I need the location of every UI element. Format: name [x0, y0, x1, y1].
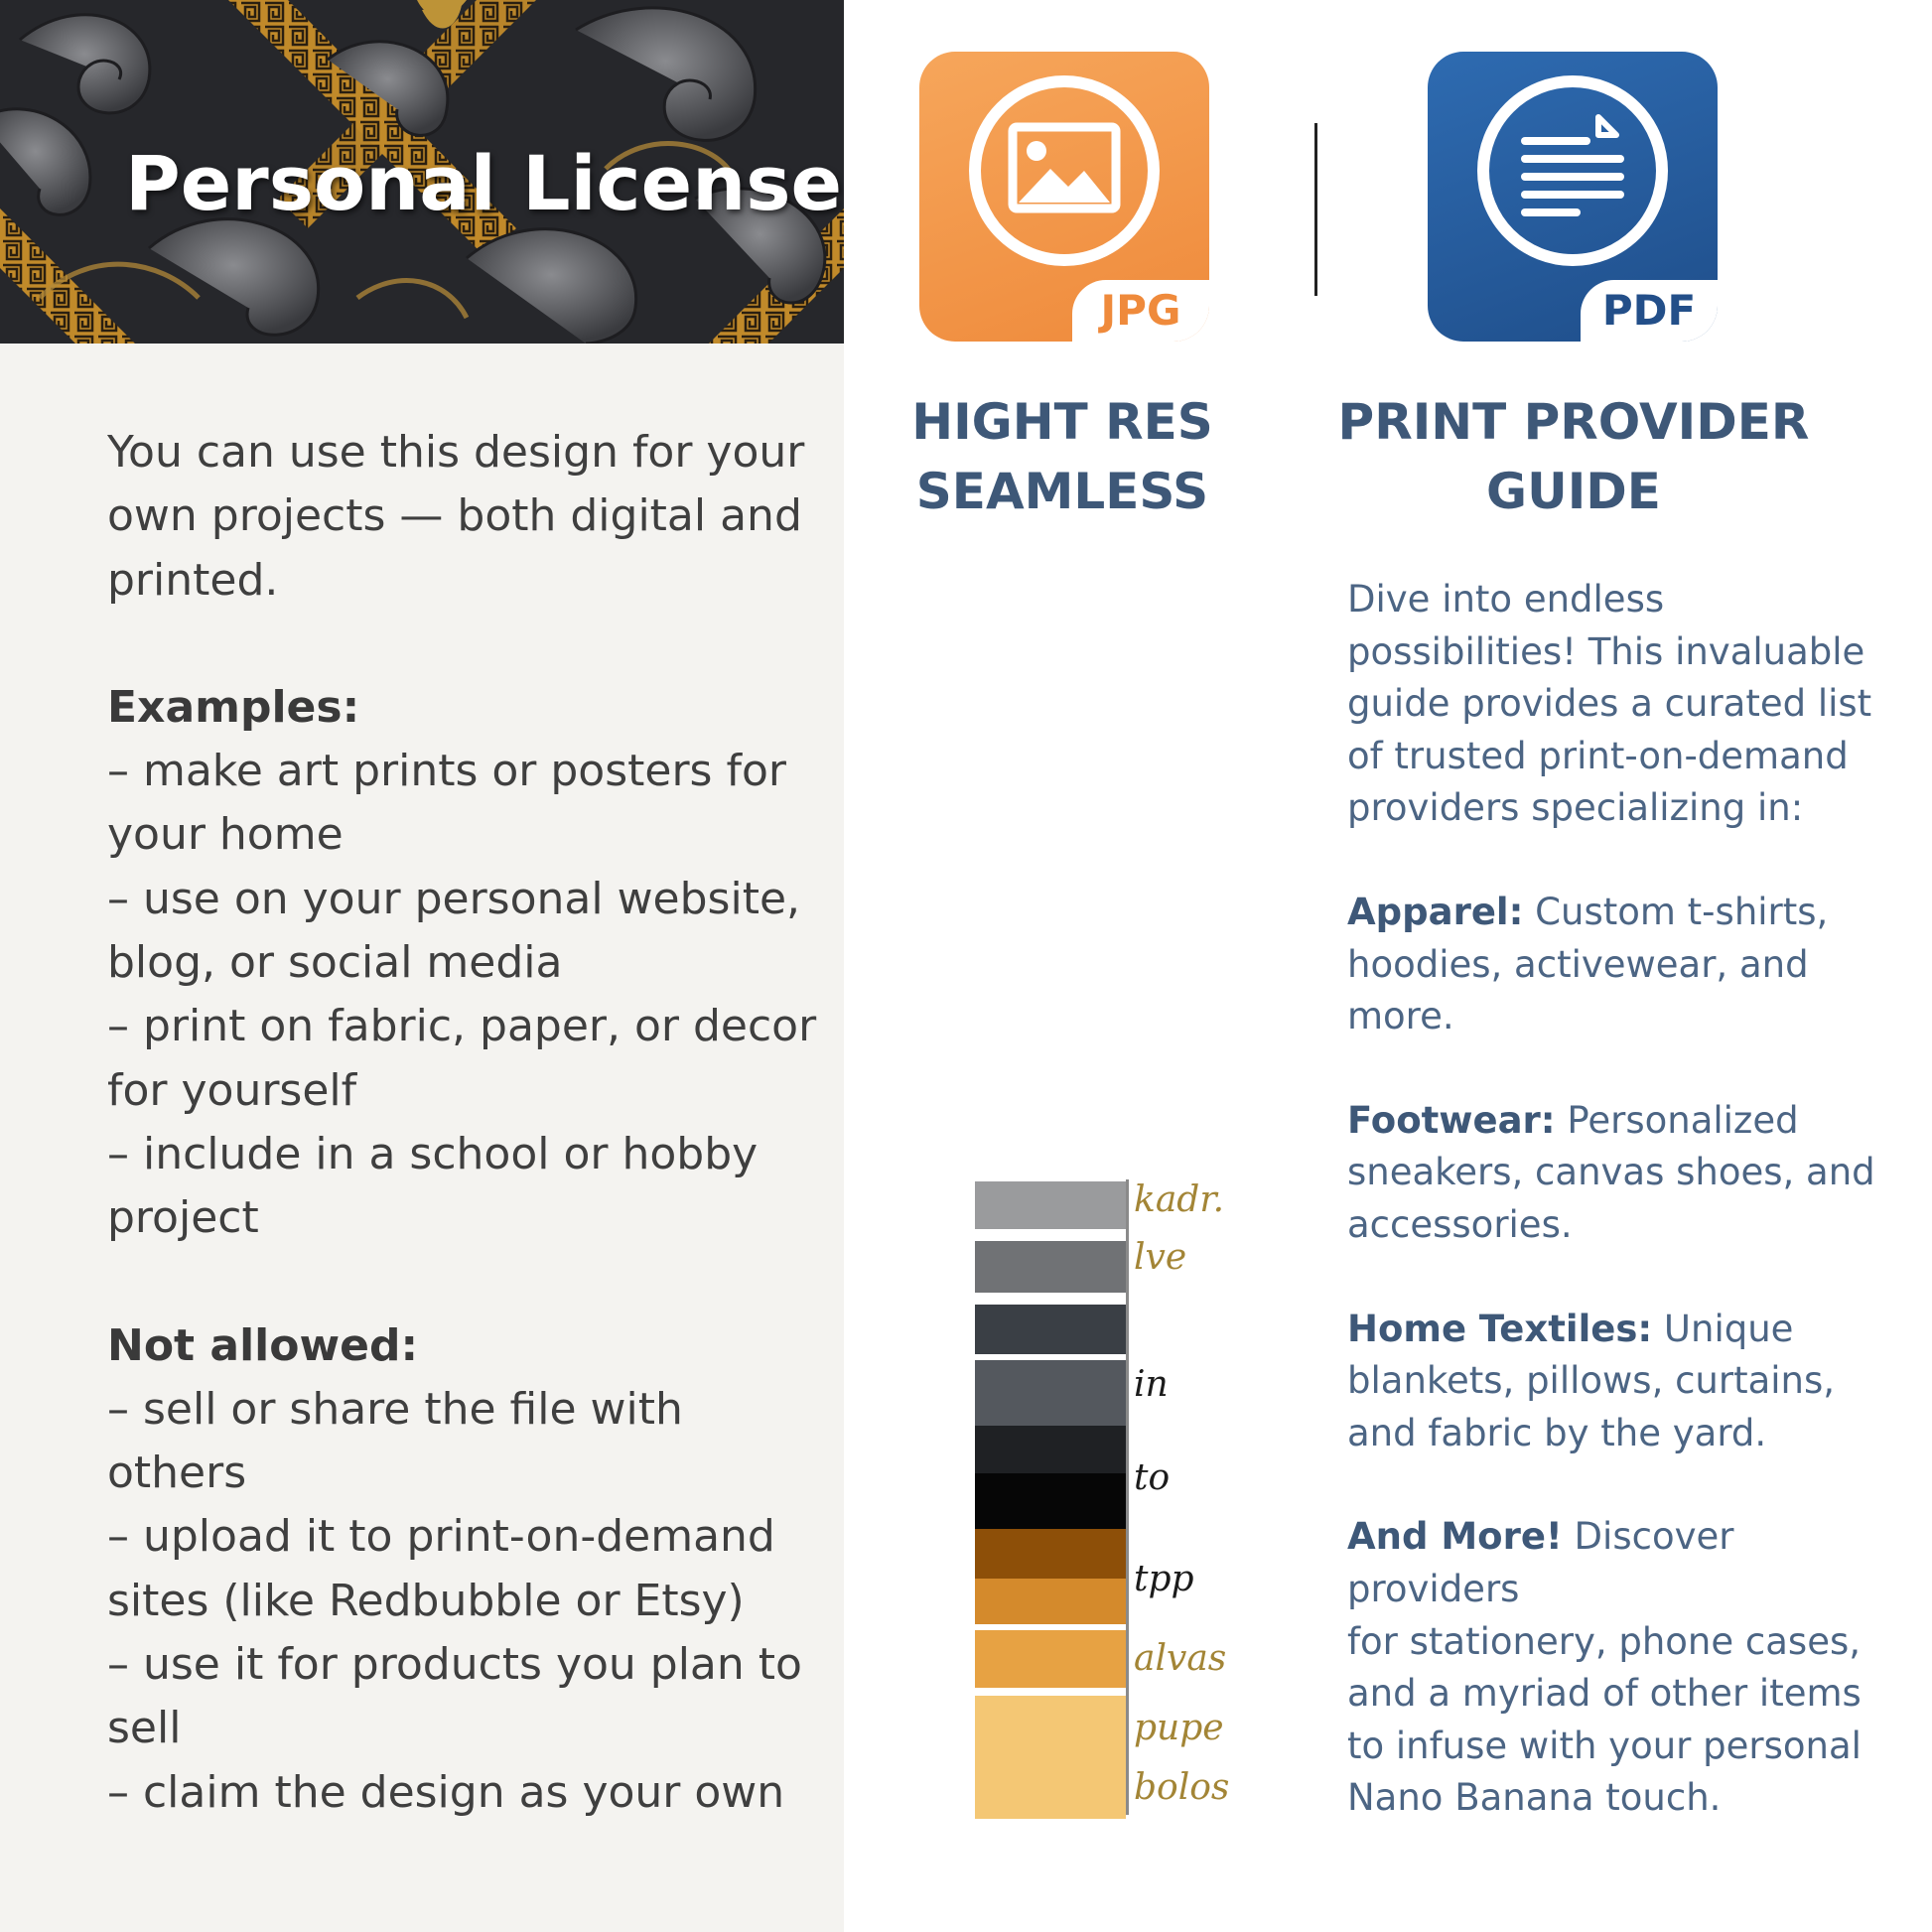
intro-line: own projects — both digital and: [107, 490, 802, 542]
pdf-format-label: PDF: [1581, 280, 1718, 342]
guide-section-apparel: [1347, 887, 1903, 939]
example-line: – include in a school or hobby: [107, 1128, 759, 1179]
swatch-note: alvas: [1134, 1638, 1227, 1679]
swatch-note: tpp: [1134, 1559, 1194, 1599]
swatch-note: bolos: [1134, 1767, 1230, 1808]
palette-swatch: [975, 1630, 1126, 1688]
example-line: – print on fabric, paper, or decor: [107, 1001, 817, 1052]
palette-swatch: [975, 1473, 1126, 1529]
intro-line: printed.: [107, 554, 279, 606]
example-line: blog, or social media: [107, 937, 563, 989]
restriction-line: sell: [107, 1703, 182, 1754]
guide-intro-line: guide provides a curated list: [1347, 682, 1872, 726]
guide-section-more: [1347, 1511, 1903, 1615]
palette-swatch: [975, 1696, 1126, 1819]
not-allowed-heading: Not allowed:: [107, 1319, 419, 1371]
palette-swatch: [975, 1579, 1126, 1624]
palette-swatch: [975, 1529, 1126, 1579]
restriction-line: – upload it to print-on-demand: [107, 1511, 775, 1563]
color-palette: [973, 1172, 1251, 1827]
restriction-line: – claim the design as your own: [107, 1766, 785, 1818]
palette-edge: [1126, 1179, 1129, 1815]
guide-section-footwear: [1347, 1095, 1903, 1148]
section-label: Footwear:: [1347, 1098, 1556, 1142]
guide-section-home-textiles: [1347, 1304, 1903, 1356]
section-text: and a myriad of other items: [1347, 1672, 1862, 1716]
palette-swatch: [975, 1305, 1126, 1354]
hires-title-line: HIGHT RES: [911, 393, 1213, 451]
palette-swatch: [975, 1360, 1126, 1426]
license-terms: [107, 421, 822, 1825]
section-text: sneakers, canvas shoes, and: [1347, 1151, 1875, 1194]
palette-swatch: [975, 1241, 1126, 1293]
section-label: And More!: [1347, 1515, 1563, 1559]
guide-intro-line: Dive into endless: [1347, 578, 1665, 621]
image-file-icon: [919, 52, 1209, 342]
section-text: accessories.: [1347, 1202, 1573, 1246]
section-label: Home Textiles:: [1347, 1307, 1653, 1350]
palette-swatch: [975, 1181, 1126, 1229]
guide-intro-line: providers specializing in:: [1347, 786, 1804, 830]
section-text: Custom t-shirts,: [1523, 890, 1829, 933]
guide-title: [1330, 387, 1817, 526]
swatch-note: lve: [1134, 1237, 1187, 1278]
guide-intro-line: possibilities! This invaluable: [1347, 629, 1865, 673]
license-panel: [0, 0, 844, 1932]
swatch-note: in: [1134, 1364, 1169, 1405]
hires-title-line: SEAMLESS: [915, 463, 1209, 520]
guide-intro-line: of trusted print-on-demand: [1347, 734, 1849, 777]
hires-title: [894, 387, 1231, 526]
example-line: project: [107, 1192, 259, 1244]
example-line: – make art prints or posters for: [107, 746, 786, 797]
example-line: – use on your personal website,: [107, 873, 801, 924]
license-banner: [0, 0, 844, 344]
guide-title-line: PRINT PROVIDER: [1337, 393, 1810, 451]
restriction-line: – use it for products you plan to: [107, 1639, 802, 1691]
example-line: for yourself: [107, 1064, 357, 1116]
section-text: to infuse with your personal: [1347, 1724, 1862, 1767]
restriction-line: – sell or share the file with others: [107, 1383, 683, 1499]
swatch-note: pupe: [1134, 1708, 1224, 1748]
example-line: your home: [107, 809, 344, 861]
restriction-line: sites (like Redbubble or Etsy): [107, 1575, 745, 1626]
guide-title-line: GUIDE: [1486, 463, 1661, 520]
guide-description: [1347, 574, 1903, 1825]
section-text: Unique: [1652, 1307, 1794, 1350]
section-text: for stationery, phone cases,: [1347, 1619, 1862, 1663]
document-file-icon: [1428, 52, 1718, 342]
jpg-format-label: JPG: [1072, 280, 1209, 342]
section-text: hoodies, activewear, and: [1347, 942, 1809, 986]
intro-line: You can use this design for your: [107, 427, 805, 478]
examples-heading: Examples:: [107, 681, 360, 733]
swatch-note: kadr.: [1134, 1179, 1225, 1220]
section-text: more.: [1347, 995, 1454, 1038]
license-title: Personal License: [125, 139, 843, 227]
section-label: Apparel:: [1347, 890, 1524, 933]
swatch-note: to: [1134, 1457, 1171, 1498]
section-text: Personalized: [1555, 1098, 1799, 1142]
section-text: Nano Banana touch.: [1347, 1776, 1722, 1820]
section-text: Discover providers: [1347, 1515, 1734, 1610]
section-text: blankets, pillows, curtains,: [1347, 1359, 1836, 1403]
palette-swatch: [975, 1426, 1126, 1473]
divider: [1314, 123, 1317, 296]
section-text: and fabric by the yard.: [1347, 1411, 1767, 1454]
